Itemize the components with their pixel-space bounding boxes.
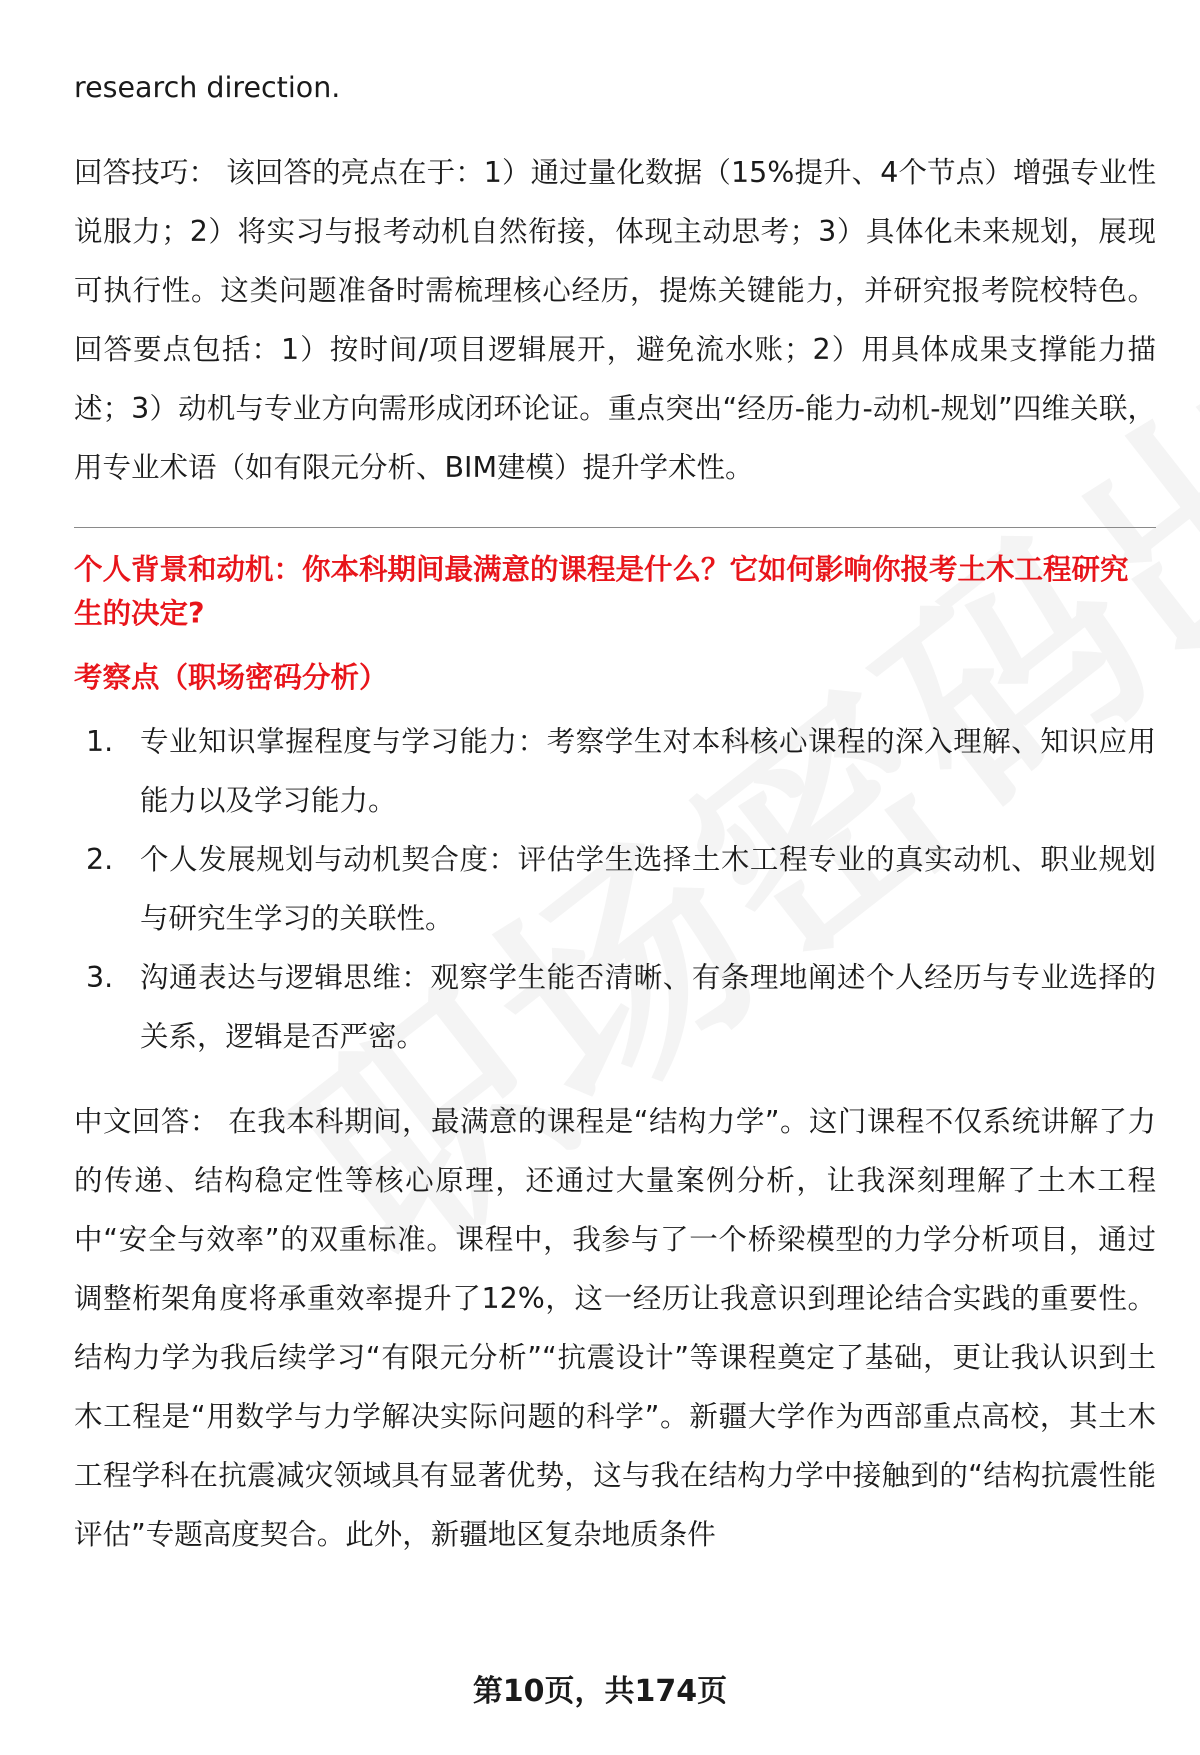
- list-number: 1.: [86, 725, 114, 758]
- page-footer: 第10页，共174页: [472, 1674, 728, 1709]
- list-number: 3.: [86, 961, 114, 994]
- section-divider: [74, 527, 1156, 528]
- list-text: 沟通表达与逻辑思维：观察学生能否清晰、有条理地阐述个人经历与专业选择的关系，逻辑是否严密。: [140, 961, 1156, 1053]
- document-page: [74, 58, 1156, 1564]
- question-heading: 个人背景和动机：你本科期间最满意的课程是什么？它如何影响你报考土木工程研究生的决定?: [74, 553, 1129, 630]
- section-title: 考察点（职场密码分析）: [74, 661, 388, 694]
- answer-paragraph: 中文回答： 在我本科期间，最满意的课程是“结构力学”。这门课程不仅系统讲解了力的传递、结构稳定性等核心原理，还通过大量案例分析，让我深刻理解了土木工程中“安全与效率”的双重标准。课程中，我参与了一个桥梁模型的力学分析项目，通过调整桁架角度将承重效率提升了12%，这一经历让我意识到理论结合实践的重要性。结构力学为我后续学习“有限元分析”“抗震设计”等课程奠定了基础，更让我认识到土木工程是“用数学与力学解决实际问题的科学”。新疆大学作为西部重点高校，其土木工程学科在抗震减灾领域具有显著优势，这与我在结构力学中接触到的“结构抗震性能评估”专题高度契合。此外，新疆地区复杂地质条件: [74, 1105, 1156, 1551]
- list-item: [74, 712, 1156, 830]
- list-text: 个人发展规划与动机契合度：评估学生选择土木工程专业的真实动机、职业规划与研究生学习的关联性。: [140, 843, 1156, 935]
- list-item: [74, 948, 1156, 1066]
- list-text: 专业知识掌握程度与学习能力：考察学生对本科核心课程的深入理解、知识应用能力以及学习能力。: [140, 725, 1156, 817]
- points-list: [74, 712, 1156, 1066]
- tips-paragraph: 回答技巧： 该回答的亮点在于：1）通过量化数据（15%提升、4个节点）增强专业性说服力；2）将实习与报考动机自然衔接，体现主动思考；3）具体化未来规划，展现可执行性。这类问题准备时需梳理核心经历，提炼关键能力，并研究报考院校特色。回答要点包括：1）按时间/项目逻辑展开，避免流水账；2）用具体成果支撑能力描述；3）动机与专业方向需形成闭环论证。重点突出“经历-能力-动机-规划”四维关联，用专业术语（如有限元分析、BIM建模）提升学术性。: [74, 156, 1156, 484]
- list-number: 2.: [86, 843, 114, 876]
- intro-line: research direction.: [74, 71, 341, 104]
- list-item: [74, 830, 1156, 948]
